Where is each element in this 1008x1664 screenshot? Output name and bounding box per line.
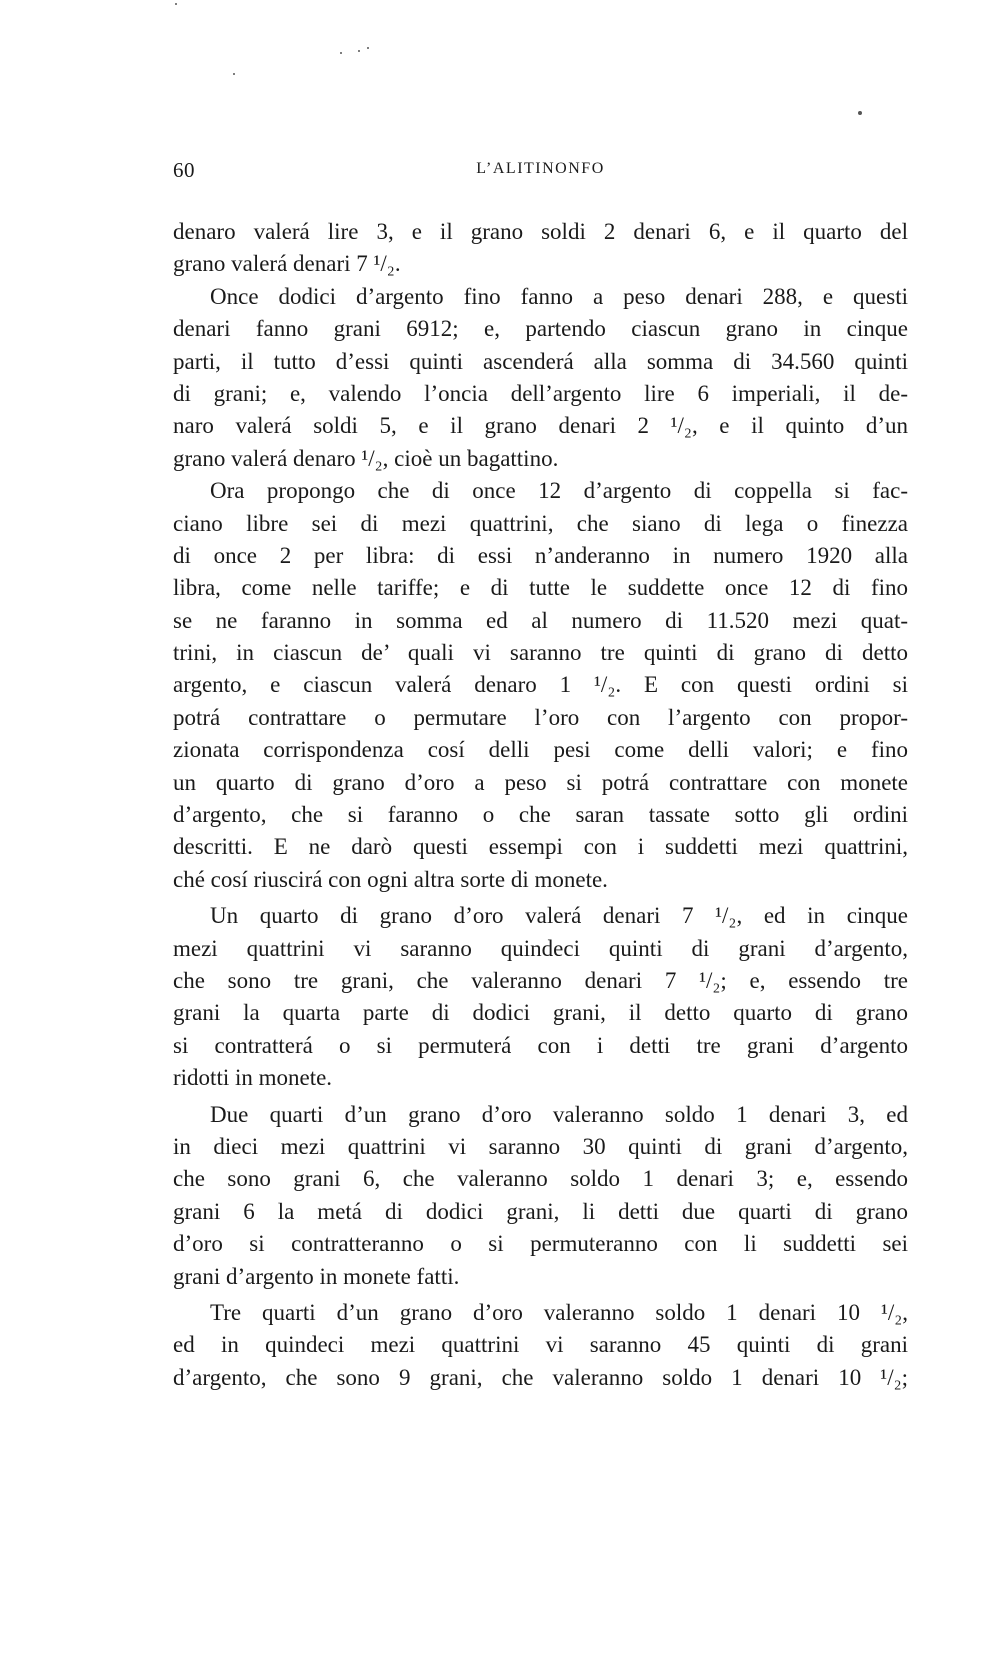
text-line: denaro valerá lire 3, e il grano soldi 2 denari 6, e il quarto del	[173, 219, 908, 244]
body-text	[173, 216, 908, 1394]
text-line: ché cosí riuscirá con ogni altra sorte di monete.	[173, 866, 608, 892]
scan-speck	[858, 111, 862, 115]
paragraph	[173, 900, 908, 1094]
text-line: zionata corrispondenza cosí delli pesi come delli valori; e fino	[173, 737, 908, 763]
text-line: grani la quarta parte di dodici grani, il detto quarto di grano	[173, 1000, 908, 1026]
paragraph	[173, 216, 908, 281]
text-line: grano valerá denaro ¹/₂, cioè un bagattino.	[173, 445, 559, 471]
text-line: si contratterá o si permuterá con i detti tre grani d’argento	[173, 1032, 908, 1058]
text-line: un quarto di grano d’oro a peso si potrá contrattare con monete	[173, 769, 908, 795]
text-line: libra, come nelle tariffe; e di tutte le suddette once 12 di fino	[173, 575, 908, 601]
text-line: d’argento, che si faranno o che saran tassate sotto gli ordini	[173, 802, 908, 828]
text-line: mezi quattrini vi saranno quindeci quinti di grani d’argento,	[173, 935, 908, 961]
text-line: di grani; e, valendo l’oncia dell’argento lire 6 imperiali, il de-	[173, 380, 908, 406]
paragraph	[173, 475, 908, 896]
text-line: trini, in ciascun de’ quali vi saranno tre quinti di grano di detto	[173, 640, 908, 666]
running-title: L’ALITINONFO	[476, 160, 605, 177]
text-line: se ne faranno in somma ed al numero di 11.520 mezi quat-	[173, 607, 908, 633]
text-line: in dieci mezi quattrini vi saranno 30 quinti di grani d’argento,	[173, 1133, 908, 1159]
text-line: descritti. E ne darò questi essempi con i suddetti mezi quattrini,	[173, 834, 908, 860]
page-header	[173, 158, 908, 182]
text-line: grani d’argento in monete fatti.	[173, 1263, 460, 1289]
text-line: che sono grani 6, che valeranno soldo 1 denari 3; e, essendo	[173, 1166, 908, 1192]
text-line: Due quarti d’un grano d’oro valeranno soldo 1 denari 3, ed	[210, 1101, 908, 1127]
text-line: parti, il tutto d’essi quinti ascenderá alla somma di 34.560 quinti	[173, 348, 908, 374]
text-line: denari fanno grani 6912; e, partendo ciascun grano in cinque	[173, 316, 908, 342]
text-line: Once dodici d’argento fino fanno a peso denari 288, e questi	[210, 283, 908, 309]
text-line: argento, e ciascun valerá denaro 1 ¹/₂. E con questi ordini si	[173, 672, 908, 698]
text-line: grano valerá denari 7 ¹/₂.	[173, 251, 401, 277]
text-line: Tre quarti d’un grano d’oro valeranno soldo 1 denari 10 ¹/₂,	[210, 1299, 908, 1325]
text-line: d’argento, che sono 9 grani, che valeranno soldo 1 denari 10 ¹/₂;	[173, 1364, 908, 1390]
text-line: naro valerá soldi 5, e il grano denari 2 ¹/₂, e il quinto d’un	[173, 413, 908, 439]
text-line: ciano libre sei di mezi quattrini, che siano di lega o finezza	[173, 510, 908, 536]
text-line: di once 2 per libra: di essi n’anderanno in numero 1920 alla	[173, 542, 908, 568]
scan-speck	[233, 73, 235, 75]
paragraph	[173, 281, 908, 475]
text-line: Un quarto di grano d’oro valerá denari 7 ¹/₂, ed in cinque	[210, 903, 908, 929]
paragraph	[173, 1099, 908, 1293]
scan-speck	[175, 3, 177, 5]
text-line: grani 6 la metá di dodici grani, li detti due quarti di grano	[173, 1198, 908, 1224]
page-number: 60	[173, 158, 195, 182]
text-line: potrá contrattare o permutare l’oro con l’argento con propor-	[173, 704, 908, 730]
scan-speck	[367, 47, 369, 49]
paragraph	[173, 1297, 908, 1394]
text-line: ed in quindeci mezi quattrini vi saranno 45 quinti di grani	[173, 1332, 908, 1358]
text-line: ridotti in monete.	[173, 1065, 333, 1091]
text-line: che sono tre grani, che valeranno denari 7 ¹/₂; e, essendo tre	[173, 967, 908, 993]
scan-speck	[340, 52, 342, 54]
scan-speck	[358, 50, 360, 52]
text-line: Ora propongo che di once 12 d’argento di coppella si fac-	[210, 478, 908, 504]
text-line: d’oro si contratteranno o si permuteranno con li suddetti sei	[173, 1231, 908, 1257]
